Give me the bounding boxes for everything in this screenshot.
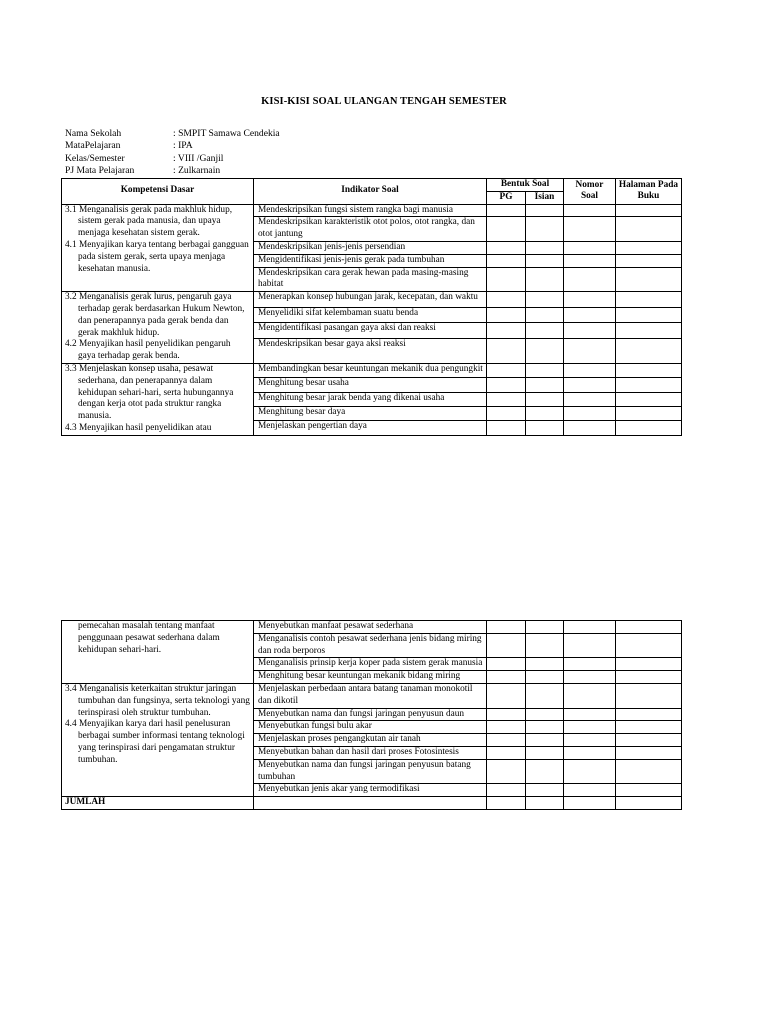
kd-item: 4.3 Menyajikan hasil penyelidikan atau: [65, 422, 212, 433]
isian-cell: [526, 784, 564, 797]
pg-cell: [487, 241, 526, 254]
pg-cell: [487, 746, 526, 759]
pg-cell: [487, 621, 526, 634]
indikator-cell: Mendeskripsikan cara gerak hewan pada masing-masing habitat: [254, 267, 487, 292]
indikator-cell: Menyelidiki sifat kelembaman suatu benda: [254, 307, 487, 323]
meta-value: : Zulkarnain: [173, 165, 221, 177]
halaman-cell: [616, 392, 682, 406]
indikator-cell: Mendeskripsikan jenis-jenis persendian: [254, 241, 487, 254]
header-nomor-soal: Nomor Soal: [564, 179, 616, 205]
nomor-cell: [564, 633, 616, 658]
indikator-cell: Membandingkan besar keuntungan mekanik dua pengungkit: [254, 363, 487, 377]
nomor-cell: [564, 323, 616, 339]
meta-label: Kelas/Semester: [65, 152, 125, 164]
indikator-cell: Mengidentifikasi jenis-jenis gerak pada tumbuhan: [254, 254, 487, 267]
nomor-cell: [564, 204, 616, 217]
nomor-cell: [564, 621, 616, 634]
pg-cell: [487, 784, 526, 797]
indikator-cell: Mengidentifikasi pasangan gaya aksi dan reaksi: [254, 323, 487, 339]
isian-cell: [526, 241, 564, 254]
halaman-cell: [616, 323, 682, 339]
indikator-cell: Menyebutkan manfaat pesawat sederhana: [254, 621, 487, 634]
halaman-cell: [616, 338, 682, 363]
isian-cell: [526, 621, 564, 634]
halaman-cell: [616, 721, 682, 734]
pg-cell: [487, 658, 526, 671]
kisi-kisi-table-page-2: [61, 620, 682, 810]
isian-cell: [526, 267, 564, 292]
pg-cell: [487, 323, 526, 339]
halaman-cell: [616, 307, 682, 323]
meta-row-school: [65, 128, 280, 140]
isian-cell: [526, 633, 564, 658]
kd-item: pemecahan masalah tentang manfaat penggunaan pesawat sederhana dalam kehidupan sehari-hari.: [78, 621, 220, 655]
nomor-cell: [564, 267, 616, 292]
document-meta: [65, 128, 280, 178]
indikator-cell: Menyebutkan fungsi bulu akar: [254, 721, 487, 734]
kisi-kisi-table-page-1: [61, 178, 682, 436]
pg-cell: [487, 307, 526, 323]
pg-cell: [487, 734, 526, 747]
indikator-cell: Menyebutkan nama dan fungsi jaringan penyusun batang tumbuhan: [254, 759, 487, 784]
indikator-cell: Menganalisis contoh pesawat sederhana jenis bidang miring dan roda berporos: [254, 633, 487, 658]
pg-cell: [487, 363, 526, 377]
pg-cell: [487, 683, 526, 708]
nomor-cell: [564, 658, 616, 671]
halaman-cell: [616, 658, 682, 671]
nomor-cell: [564, 421, 616, 435]
pg-cell: [487, 721, 526, 734]
indikator-cell: Menyebutkan nama dan fungsi jaringan penyusun daun: [254, 708, 487, 721]
kd-item: 4.1 Menyajikan karya tentang berbagai gangguan pada sistem gerak, serta upaya menjaga kesehatan manusia.: [65, 239, 249, 274]
meta-row-teacher: [65, 165, 280, 177]
halaman-cell: [616, 267, 682, 292]
halaman-cell: [616, 406, 682, 420]
nomor-cell: [564, 254, 616, 267]
pg-cell: [487, 392, 526, 406]
indikator-cell: Mendeskripsikan karakteristik otot polos, otot rangka, dan otot jantung: [254, 217, 487, 242]
pg-cell: [487, 338, 526, 363]
header-bentuk-soal: Bentuk Soal: [487, 179, 564, 192]
document-title: KISI-KISI SOAL ULANGAN TENGAH SEMESTER: [261, 96, 507, 107]
table-row: [62, 683, 682, 708]
isian-cell: [526, 378, 564, 392]
meta-value: : SMPIT Samawa Cendekia: [173, 128, 280, 139]
isian-cell: [526, 323, 564, 339]
halaman-cell: [616, 363, 682, 377]
halaman-cell: [616, 746, 682, 759]
header-isian: Isian: [526, 191, 564, 204]
nomor-cell: [564, 797, 616, 810]
meta-value: : IPA: [173, 140, 193, 152]
table-row: [62, 292, 682, 308]
halaman-cell: [616, 217, 682, 242]
nomor-cell: [564, 338, 616, 363]
halaman-cell: [616, 708, 682, 721]
kd-item: 3.4 Menganalisis keterkaitan struktur jaringan tumbuhan dan fungsinya, serta teknologi yang terinspirasi oleh struktur tumbuhan.: [65, 683, 250, 718]
isian-cell: [526, 759, 564, 784]
halaman-cell: [616, 292, 682, 308]
nomor-cell: [564, 784, 616, 797]
nomor-cell: [564, 392, 616, 406]
halaman-cell: [616, 797, 682, 810]
header-pg: PG: [487, 191, 526, 204]
indikator-cell: Menjelaskan perbedaan antara batang tanaman monokotil dan dikotil: [254, 683, 487, 708]
kd-cell: [62, 621, 254, 684]
pg-cell: [487, 378, 526, 392]
halaman-cell: [616, 784, 682, 797]
isian-cell: [526, 204, 564, 217]
halaman-cell: [616, 254, 682, 267]
nomor-cell: [564, 307, 616, 323]
nomor-cell: [564, 746, 616, 759]
header-halaman-pada-buku: Halaman Pada Buku: [616, 179, 682, 205]
kd-item: 4.2 Menyajikan hasil penyelidikan pengaruh gaya terhadap gerak benda.: [65, 339, 231, 362]
indikator-cell: Menghitung besar jarak benda yang dikenai usaha: [254, 392, 487, 406]
pg-cell: [487, 217, 526, 242]
isian-cell: [526, 292, 564, 308]
halaman-cell: [616, 671, 682, 684]
indikator-cell: Menjelaskan pengertian daya: [254, 421, 487, 435]
indikator-cell: Menghitung besar daya: [254, 406, 487, 420]
kd-cell: [62, 204, 254, 292]
nomor-cell: [564, 683, 616, 708]
header-indikator-soal: Indikator Soal: [254, 179, 487, 205]
isian-cell: [526, 671, 564, 684]
indikator-cell: Menghitung besar usaha: [254, 378, 487, 392]
nomor-cell: [564, 363, 616, 377]
isian-cell: [526, 363, 564, 377]
header-kompetensi-dasar: Kompetensi Dasar: [62, 179, 254, 205]
nomor-cell: [564, 671, 616, 684]
kd-cell: [62, 363, 254, 435]
kd-item: 3.2 Menganalisis gerak lurus, pengaruh gaya terhadap gerak berdasarkan Hukum Newton, dan penerapannya pada gerak benda dan gerak makhluk hidup.: [65, 292, 245, 338]
jumlah-label: JUMLAH: [62, 797, 254, 810]
halaman-cell: [616, 683, 682, 708]
meta-row-subject: [65, 140, 280, 152]
indikator-cell: Mendeskripsikan besar gaya aksi reaksi: [254, 338, 487, 363]
isian-cell: [526, 708, 564, 721]
table-row: [62, 363, 682, 377]
pg-cell: [487, 759, 526, 784]
isian-cell: [526, 217, 564, 242]
nomor-cell: [564, 406, 616, 420]
meta-label: Nama Sekolah: [65, 128, 122, 139]
indikator-cell: Menyebutkan jenis akar yang termodifikasi: [254, 784, 487, 797]
isian-cell: [526, 338, 564, 363]
table-header-row: [62, 179, 682, 192]
meta-label: PJ Mata Pelajaran: [65, 165, 135, 177]
pg-cell: [487, 406, 526, 420]
kd-cell: [62, 292, 254, 364]
kd-item: 3.1 Menganalisis gerak pada makhluk hidup, sistem gerak pada manusia, dan upaya menjaga kesehatan sistem gerak.: [65, 204, 233, 239]
pg-cell: [487, 292, 526, 308]
isian-cell: [526, 721, 564, 734]
pg-cell: [487, 633, 526, 658]
halaman-cell: [616, 734, 682, 747]
nomor-cell: [564, 292, 616, 308]
isian-cell: [526, 392, 564, 406]
isian-cell: [526, 797, 564, 810]
indikator-cell: Mendeskripsikan fungsi sistem rangka bagi manusia: [254, 204, 487, 217]
meta-value: : VIII /Ganjil: [173, 152, 224, 164]
indikator-cell: Menganalisis prinsip kerja koper pada sistem gerak manusia: [254, 658, 487, 671]
nomor-cell: [564, 241, 616, 254]
isian-cell: [526, 658, 564, 671]
isian-cell: [526, 746, 564, 759]
halaman-cell: [616, 241, 682, 254]
kd-cell: [62, 683, 254, 796]
nomor-cell: [564, 378, 616, 392]
indikator-cell: [254, 797, 487, 810]
isian-cell: [526, 254, 564, 267]
isian-cell: [526, 734, 564, 747]
pg-cell: [487, 254, 526, 267]
pg-cell: [487, 421, 526, 435]
meta-row-class: [65, 153, 280, 165]
isian-cell: [526, 683, 564, 708]
pg-cell: [487, 797, 526, 810]
nomor-cell: [564, 217, 616, 242]
indikator-cell: Menghitung besar keuntungan mekanik bidang miring: [254, 671, 487, 684]
indikator-cell: Menjelaskan proses pengangkutan air tanah: [254, 734, 487, 747]
halaman-cell: [616, 378, 682, 392]
halaman-cell: [616, 204, 682, 217]
pg-cell: [487, 267, 526, 292]
kd-item: 4.4 Menyajikan karya dari hasil penelusuran berbagai sumber informasi tentang teknologi yang terinspirasi dari pengamatan struktur tumbuhan.: [65, 719, 245, 765]
halaman-cell: [616, 759, 682, 784]
pg-cell: [487, 708, 526, 721]
indikator-cell: Menyebutkan bahan dan hasil dari proses Fotosintesis: [254, 746, 487, 759]
meta-label: MataPelajaran: [65, 140, 121, 152]
isian-cell: [526, 307, 564, 323]
nomor-cell: [564, 721, 616, 734]
pg-cell: [487, 671, 526, 684]
table-row: [62, 204, 682, 217]
table-row: [62, 621, 682, 634]
nomor-cell: [564, 759, 616, 784]
halaman-cell: [616, 633, 682, 658]
nomor-cell: [564, 734, 616, 747]
kd-item: 3.3 Menjelaskan konsep usaha, pesawat sederhana, dan penerapannya dalam kehidupan sehari-hari, serta hubungannya dengan kerja otot pada struktur rangka manusia.: [65, 363, 234, 422]
isian-cell: [526, 406, 564, 420]
halaman-cell: [616, 621, 682, 634]
halaman-cell: [616, 421, 682, 435]
isian-cell: [526, 421, 564, 435]
pg-cell: [487, 204, 526, 217]
nomor-cell: [564, 708, 616, 721]
jumlah-row: [62, 797, 682, 810]
indikator-cell: Menerapkan konsep hubungan jarak, kecepatan, dan waktu: [254, 292, 487, 308]
